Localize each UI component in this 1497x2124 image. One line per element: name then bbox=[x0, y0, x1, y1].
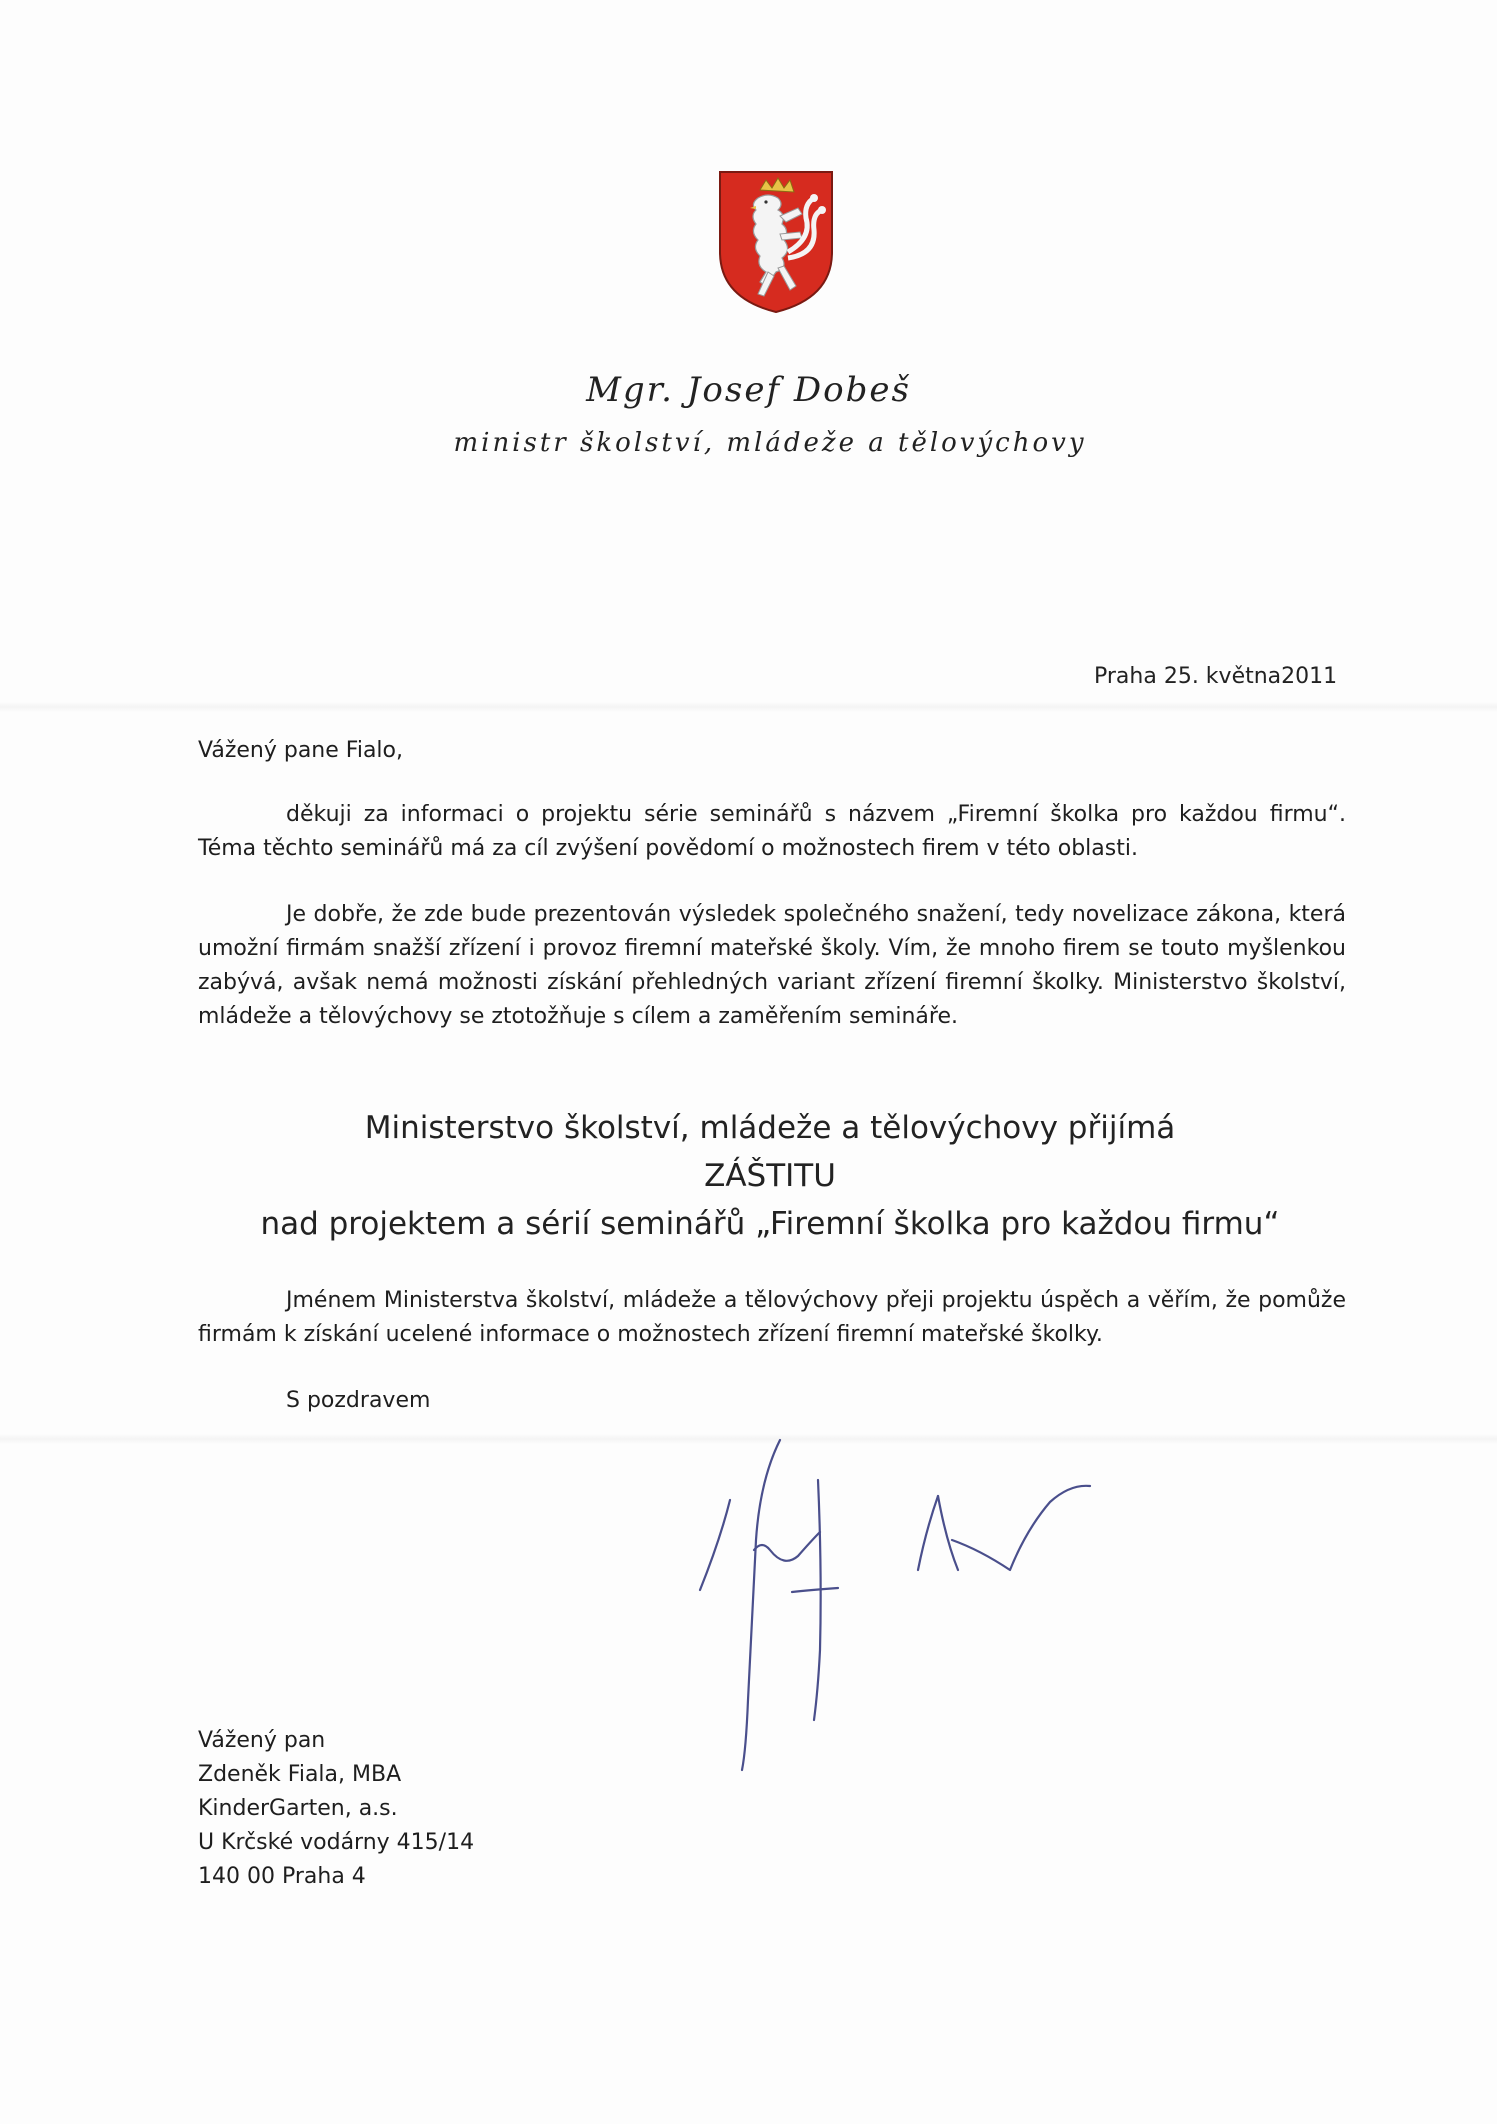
patronage-line-zastitu: ZÁŠTITU bbox=[704, 1158, 836, 1194]
recipient-address bbox=[198, 1724, 474, 1894]
salutation: Vážený pane Fialo, bbox=[198, 738, 403, 763]
handwritten-signature-icon bbox=[690, 1420, 1210, 1800]
recipient-line-company: KinderGarten, a.s. bbox=[198, 1796, 398, 1821]
patronage-line-project: nad projektem a sérií seminářů „Firemní školka pro každou firmu“ bbox=[260, 1206, 1280, 1242]
paragraph-thanks bbox=[198, 798, 1346, 866]
recipient-line-street: U Krčské vodárny 415/14 bbox=[198, 1830, 475, 1855]
paragraph-amendment bbox=[198, 898, 1346, 1034]
minister-name: Mgr. Josef Dobeš bbox=[586, 370, 911, 410]
closing-greeting: S pozdravem bbox=[286, 1388, 431, 1413]
paragraph-thanks-text: děkuji za informaci o projektu série seminářů s názvem „Firemní školka pro každou firmu“. Téma těchto seminářů má za cíl zvýšení povědomí o možnostech firem v této oblasti. bbox=[198, 802, 1346, 861]
recipient-line-city: 140 00 Praha 4 bbox=[198, 1864, 366, 1889]
scan-artifact bbox=[0, 702, 1497, 712]
paragraph-amendment-text: Je dobře, že zde bude prezentován výsledek společného snažení, tedy novelizace zákona, která umožní firmám snažší zřízení i provoz firemní mateřské školy. Vím, že mnoho firem se touto myšlenkou zabývá, avšak nemá možnosti získání přehledných variant zřízení firemní školky. Ministerstvo školství, mládeže a tělovýchovy se ztotožňuje s cílem a zaměřením semináře. bbox=[198, 902, 1346, 1029]
letter-date: Praha 25. května2011 bbox=[1094, 664, 1338, 689]
recipient-line-name: Zdeněk Fiala, MBA bbox=[198, 1762, 402, 1787]
minister-title: ministr školství, mládeže a tělovýchovy bbox=[453, 428, 1087, 458]
recipient-line-greeting: Vážený pan bbox=[198, 1728, 326, 1753]
paragraph-wishes bbox=[198, 1284, 1346, 1352]
paragraph-wishes-text: Jménem Ministerstva školství, mládeže a tělovýchovy přeji projektu úspěch a věřím, že pomůže firmám k získání ucelené informace o možnostech zřízení firemní mateřské školky. bbox=[198, 1288, 1346, 1347]
patronage-line-ministry: Ministerstvo školství, mládeže a tělovýchovy přijímá bbox=[364, 1110, 1176, 1146]
czech-lion-coat-of-arms-icon bbox=[716, 168, 836, 316]
